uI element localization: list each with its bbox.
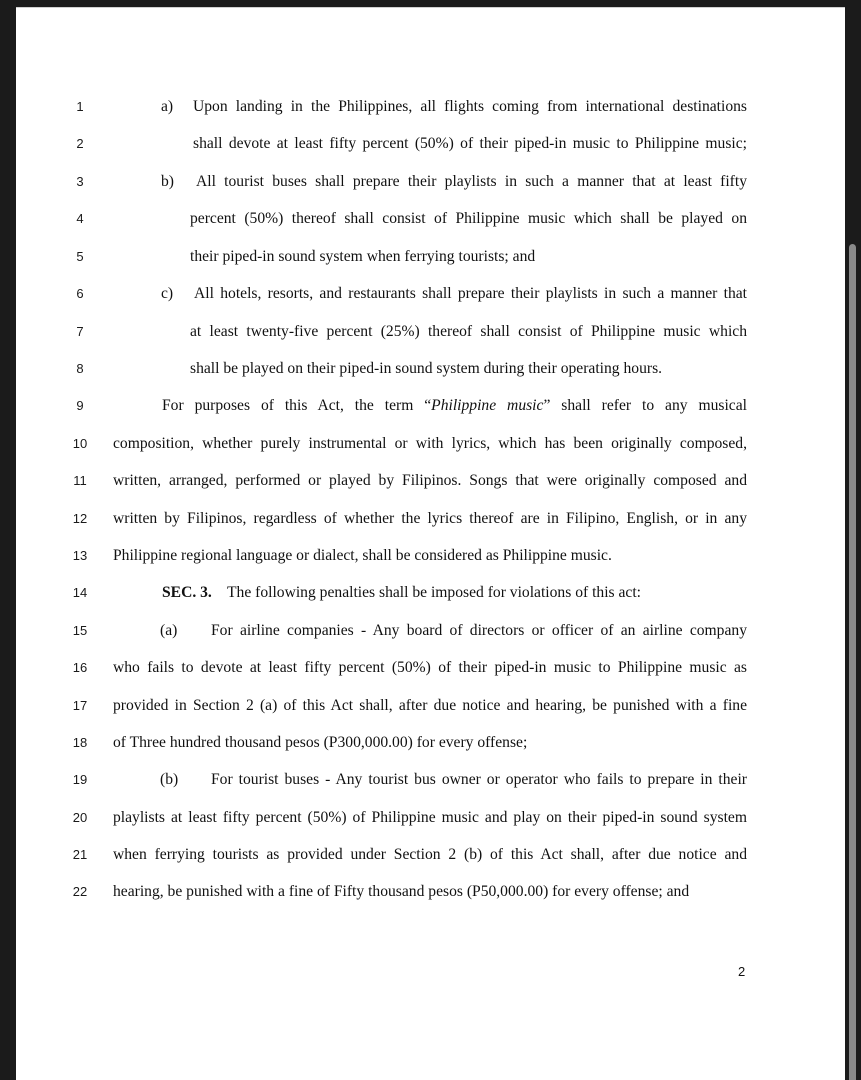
line-number: 3 [76, 174, 84, 189]
document-line [16, 171, 845, 195]
document-line [16, 732, 845, 756]
line-text: at least twenty-five percent (25%) thereof shall consist of Philippine music which [190, 323, 747, 340]
line-number: 12 [72, 511, 88, 526]
line-number: 15 [72, 623, 88, 638]
line-text: written, arranged, performed or played by Filipinos. Songs that were originally composed and [113, 472, 747, 489]
document-line [16, 246, 845, 270]
document-line [16, 844, 845, 868]
document-page [16, 7, 845, 1080]
page-number: 2 [738, 964, 746, 979]
line-number: 9 [76, 398, 84, 413]
line-number: 19 [72, 772, 88, 787]
document-line [16, 620, 845, 644]
line-number: 5 [76, 249, 84, 264]
list-marker: a) [161, 98, 174, 115]
line-number: 17 [72, 698, 88, 713]
line-text: who fails to devote at least fifty percent (50%) of their piped-in music to Philippine music as [113, 659, 747, 676]
document-line [16, 695, 845, 719]
line-text [162, 395, 747, 417]
document-line [16, 283, 845, 307]
defined-term: Philippine music [431, 397, 544, 414]
document-line [16, 358, 845, 382]
line-number: 14 [72, 585, 88, 600]
document-line [16, 133, 845, 157]
line-number: 4 [76, 211, 84, 226]
line-text: percent (50%) thereof shall consist of Philippine music which shall be played on [190, 210, 747, 227]
line-text: All hotels, resorts, and restaurants shall prepare their playlists in such a manner that [194, 285, 747, 302]
line-text: Philippine regional language or dialect, shall be considered as Philippine music. [113, 547, 612, 564]
document-line [16, 470, 845, 494]
line-number: 18 [72, 735, 88, 750]
line-text: of Three hundred thousand pesos (P300,000.00) for every offense; [113, 734, 528, 751]
line-number: 2 [76, 136, 84, 151]
document-line [16, 96, 845, 120]
document-line [16, 433, 845, 457]
line-text: shall devote at least fifty percent (50%) of their piped-in music to Philippine music; [193, 135, 747, 152]
line-text: their piped-in sound system when ferrying tourists; and [190, 248, 536, 265]
document-line [16, 769, 845, 793]
line-text: provided in Section 2 (a) of this Act shall, after due notice and hearing, be punished with a fine [113, 697, 747, 714]
line-number: 8 [76, 361, 84, 376]
document-line [16, 208, 845, 232]
line-text: For tourist buses - Any tourist bus owner or operator who fails to prepare in their [211, 771, 747, 788]
line-number: 11 [73, 473, 87, 488]
line-number: 16 [72, 660, 88, 675]
list-marker: (b) [160, 771, 179, 788]
list-marker: b) [161, 173, 174, 190]
line-text: when ferrying tourists as provided under Section 2 (b) of this Act shall, after due notice and [113, 846, 747, 863]
line-text: hearing, be punished with a fine of Fifty thousand pesos (P50,000.00) for every offense; and [113, 883, 690, 900]
section-heading: SEC. 3. [162, 584, 212, 601]
document-line [16, 881, 845, 905]
document-line [16, 395, 845, 419]
document-line [16, 807, 845, 831]
line-text: All tourist buses shall prepare their playlists in such a manner that at least fifty [196, 173, 747, 190]
line-number: 22 [72, 884, 88, 899]
line-text: playlists at least fifty percent (50%) of Philippine music and play on their piped-in sound system [113, 809, 747, 826]
line-number: 20 [72, 810, 88, 825]
document-line [16, 657, 845, 681]
line-text: Upon landing in the Philippines, all flights coming from international destinations [193, 98, 747, 115]
line-text: written by Filipinos, regardless of whether the lyrics thereof are in Filipino, English, or in any [113, 510, 747, 527]
line-text: For airline companies - Any board of directors or officer of an airline company [211, 622, 747, 639]
list-marker: (a) [160, 622, 178, 639]
document-line [16, 508, 845, 532]
document-line [16, 582, 845, 606]
line-number: 21 [72, 847, 88, 862]
line-text: composition, whether purely instrumental or with lyrics, which has been originally composed, [113, 435, 747, 452]
line-number: 6 [76, 286, 84, 301]
line-number: 10 [72, 436, 88, 451]
scrollbar-thumb[interactable] [849, 244, 856, 1080]
document-line [16, 321, 845, 345]
line-number: 13 [72, 548, 88, 563]
document-line [16, 545, 845, 569]
line-text-part: For purposes of this Act, the term “ [162, 397, 432, 414]
line-text: shall be played on their piped-in sound system during their operating hours. [190, 360, 663, 377]
line-number: 1 [76, 99, 84, 114]
line-text-part: ” shall refer to any musical [543, 397, 747, 414]
line-text: The following penalties shall be imposed for violations of this act: [227, 584, 642, 601]
line-number: 7 [76, 324, 84, 339]
list-marker: c) [161, 285, 174, 302]
